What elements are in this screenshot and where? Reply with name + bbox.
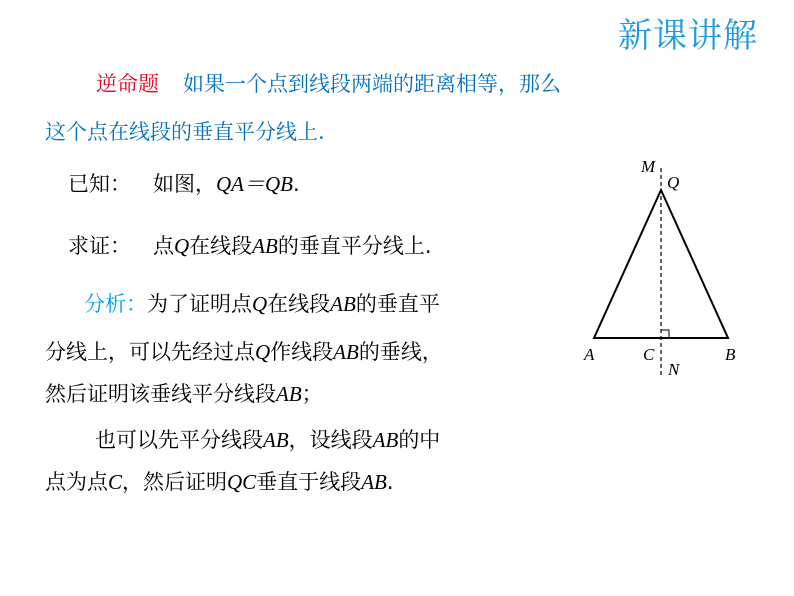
analysis-var: AB <box>276 382 302 406</box>
analysis-text: 然后证明该垂线平分线段 <box>45 382 276 406</box>
label-q: Q <box>667 173 680 192</box>
analysis-text: . <box>386 470 394 494</box>
label-b: B <box>725 345 736 364</box>
analysis-var: QC <box>227 470 257 494</box>
analysis-line-1 <box>84 290 440 318</box>
converse-label: 逆命题 <box>96 72 159 96</box>
label-n: N <box>668 360 680 379</box>
analysis-text: 分线上，可以先经过点 <box>45 340 255 364</box>
analysis-text: ，设线段 <box>288 428 373 452</box>
prove-label: 求证： <box>68 234 131 258</box>
converse-line-1 <box>96 70 561 98</box>
analysis-text: ； <box>301 382 323 406</box>
analysis-var: AB <box>372 428 399 452</box>
analysis-var: AB <box>330 292 356 316</box>
analysis-line-4 <box>95 426 440 454</box>
analysis-line-2 <box>45 338 443 366</box>
prove-text-2: 在线段 <box>189 234 253 258</box>
prove-var-ab: AB <box>252 234 278 258</box>
given-text: 如图， <box>153 172 216 196</box>
label-c: C <box>643 345 655 364</box>
given-expr: QA＝QB <box>216 172 293 196</box>
analysis-var: C <box>108 470 123 494</box>
analysis-text: 垂直于线段 <box>256 470 362 494</box>
analysis-var: AB <box>263 428 289 452</box>
analysis-line-5 <box>45 468 394 496</box>
converse-line-2: 这个点在线段的垂直平分线上. <box>45 120 325 144</box>
label-a: A <box>584 345 595 364</box>
page-title: 新课讲解 <box>618 16 758 56</box>
analysis-text: 点为点 <box>45 470 108 494</box>
analysis-var: AB <box>361 470 387 494</box>
analysis-text: 在线段 <box>267 292 331 316</box>
analysis-label: 分析： <box>84 292 147 316</box>
given-line <box>68 170 300 198</box>
prove-text-3: 的垂直平分线上. <box>277 234 432 258</box>
given-end: . <box>293 172 300 196</box>
analysis-var: Q <box>252 292 268 316</box>
analysis-var: Q <box>255 340 271 364</box>
prove-line <box>68 232 432 260</box>
analysis-text: 也可以先平分线段 <box>95 428 263 452</box>
analysis-text: 的中 <box>398 428 441 452</box>
label-m: M <box>641 157 656 176</box>
analysis-var: AB <box>333 340 359 364</box>
analysis-text: 的垂线， <box>358 340 443 364</box>
converse-text-1: 如果一个点到线段两端的距离相等，那么 <box>183 72 561 96</box>
given-label: 已知： <box>68 172 131 196</box>
analysis-text: ，然后证明 <box>122 470 228 494</box>
geometry-figure <box>570 150 770 390</box>
analysis-text: 作线段 <box>270 340 334 364</box>
prove-var-q: Q <box>174 234 190 258</box>
analysis-line-3 <box>45 380 323 408</box>
analysis-text: 的垂直平 <box>355 292 440 316</box>
right-angle-mark <box>661 330 669 338</box>
prove-text-1: 点 <box>153 234 174 258</box>
analysis-text: 为了证明点 <box>147 292 252 316</box>
